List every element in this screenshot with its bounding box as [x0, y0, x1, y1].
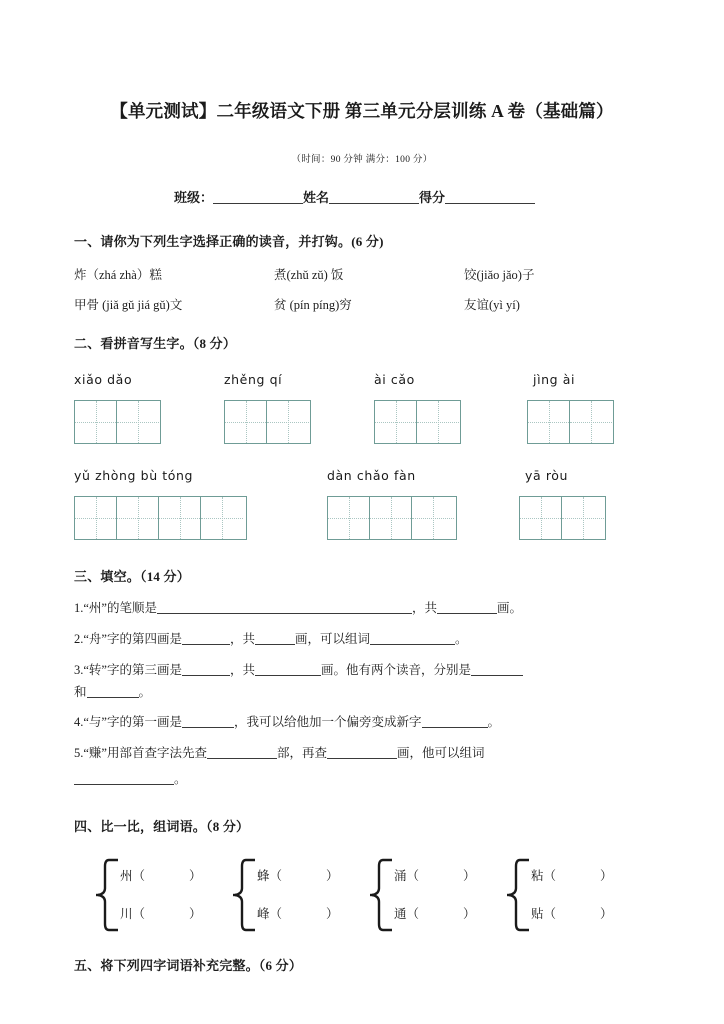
- character-label: 蜂（: [257, 869, 283, 884]
- character-pair: [120, 857, 202, 933]
- fill-blank-question-5-cont: [74, 773, 650, 787]
- grid-cell[interactable]: [328, 497, 370, 539]
- answer-blank[interactable]: [255, 644, 295, 645]
- page-title: 【单元测试】二年级语文下册 第三单元分层训练 A 卷（基础篇）: [110, 101, 614, 121]
- pinyin-choice-item[interactable]: 甲骨 (jiǎ gǔ jiá gǔ)文: [74, 298, 183, 312]
- section-four-heading: 四、比一比，组词语。（8 分）: [74, 819, 250, 835]
- grid-cell[interactable]: [75, 401, 117, 443]
- character-bottom-line[interactable]: [257, 895, 339, 933]
- grid-cell[interactable]: [370, 497, 412, 539]
- write-character-block: [519, 372, 649, 444]
- tianzige-grid[interactable]: [224, 400, 311, 444]
- character-top-line[interactable]: [394, 857, 476, 895]
- fill-blank-question-5: [74, 747, 650, 761]
- character-label: 粘（: [531, 869, 557, 884]
- question-text: 1.“州”的笔顺是: [74, 601, 157, 615]
- question-text: ，共: [229, 662, 255, 677]
- section-five-heading: 五、将下列四字词语补充完整。（6 分）: [74, 958, 303, 974]
- question-text: 画，他可以组词: [397, 745, 485, 760]
- paren-close: ）: [463, 869, 476, 884]
- brace-group: [96, 857, 233, 933]
- section-one-heading: 一、请你为下列生字选择正确的读音，并打钩。(6 分): [74, 234, 384, 249]
- grid-cell[interactable]: [225, 401, 267, 443]
- pinyin-label: zhěng qí: [224, 372, 283, 387]
- answer-blank[interactable]: [157, 613, 412, 614]
- write-character-block: [519, 468, 649, 540]
- question-text: 5.“赚”用部首查字法先查: [74, 745, 207, 760]
- brace-group: [233, 857, 370, 933]
- grid-cell[interactable]: [159, 497, 201, 539]
- score-label: 得分: [419, 190, 446, 205]
- grid-cell[interactable]: [117, 497, 159, 539]
- pinyin-choice-item[interactable]: 友谊(yì yí): [464, 298, 520, 312]
- tianzige-grid[interactable]: [519, 496, 606, 540]
- grid-cell[interactable]: [267, 401, 309, 443]
- grid-row-1: [74, 372, 650, 444]
- grid-cell[interactable]: [375, 401, 417, 443]
- tianzige-grid[interactable]: [527, 400, 614, 444]
- character-top-line[interactable]: [257, 857, 339, 895]
- character-top-line[interactable]: [531, 857, 613, 895]
- character-label: 峰（: [257, 907, 283, 922]
- fill-blank-question-1: [74, 602, 650, 616]
- character-bottom-line[interactable]: [531, 895, 613, 933]
- tianzige-grid[interactable]: [374, 400, 461, 444]
- pinyin-choice-item[interactable]: 饺(jiǎo jǎo)子: [464, 268, 535, 282]
- paren-close: ）: [326, 869, 339, 884]
- character-pair: [257, 857, 339, 933]
- answer-blank[interactable]: [207, 758, 277, 759]
- character-label: 涌（: [394, 869, 420, 884]
- answer-blank[interactable]: [437, 613, 497, 614]
- character-pair: [394, 857, 476, 933]
- question-text: 画。他有两个读音，分别是: [321, 662, 472, 677]
- answer-blank[interactable]: [182, 675, 230, 676]
- grid-cell[interactable]: [117, 401, 159, 443]
- class-label: 班级：: [174, 190, 214, 205]
- curly-brace-icon: [370, 857, 392, 933]
- curly-brace-icon: [233, 857, 255, 933]
- name-label: 姓名: [303, 190, 330, 205]
- character-top-line[interactable]: [120, 857, 202, 895]
- character-pair: [531, 857, 613, 933]
- grid-cell[interactable]: [412, 497, 454, 539]
- tianzige-grid[interactable]: [327, 496, 457, 540]
- write-character-block: [74, 372, 224, 444]
- write-character-block: [327, 468, 519, 540]
- character-label: 贴（: [531, 907, 557, 922]
- paren-close: ）: [600, 907, 613, 922]
- character-label: 州（: [120, 869, 146, 884]
- question-text: 部，再查: [276, 745, 327, 760]
- answer-blank[interactable]: [327, 758, 397, 759]
- answer-blank[interactable]: [255, 675, 321, 676]
- fill-blank-question-2: [74, 633, 650, 647]
- write-character-block: [224, 372, 374, 444]
- question-text: 。: [174, 771, 187, 786]
- score-blank[interactable]: [445, 203, 535, 204]
- section-one-row-2: [74, 295, 650, 313]
- pinyin-label: yā ròu: [525, 468, 569, 483]
- grid-cell[interactable]: [562, 497, 604, 539]
- answer-blank[interactable]: [182, 727, 234, 728]
- tianzige-grid[interactable]: [74, 400, 161, 444]
- paren-close: ）: [189, 869, 202, 884]
- question-text: 。: [455, 631, 468, 646]
- paren-close: ）: [326, 907, 339, 922]
- answer-blank[interactable]: [370, 644, 455, 645]
- section-three-heading: 三、填空。（14 分）: [74, 569, 190, 584]
- section-one-row-1: [74, 265, 650, 283]
- grid-cell[interactable]: [201, 497, 243, 539]
- answer-blank[interactable]: [422, 727, 488, 728]
- question-text: ，共: [229, 631, 255, 646]
- curly-brace-icon: [96, 857, 118, 933]
- answer-blank[interactable]: [87, 697, 139, 698]
- brace-group: [507, 857, 644, 933]
- grid-cell[interactable]: [520, 497, 562, 539]
- character-bottom-line[interactable]: [394, 895, 476, 933]
- exam-meta: （时间：90 分钟 满分：100 分）: [291, 155, 433, 165]
- question-text: 和: [74, 685, 87, 700]
- write-character-block: [74, 468, 327, 540]
- name-blank[interactable]: [329, 203, 419, 204]
- student-id-line: [74, 165, 650, 206]
- brace-group: [370, 857, 507, 933]
- paren-close: ）: [463, 907, 476, 922]
- pinyin-choice-item[interactable]: 贫 (pín píng)穷: [274, 298, 352, 312]
- question-text: 画。: [497, 601, 523, 615]
- question-text: 画，可以组词: [295, 631, 371, 646]
- pinyin-label: xiǎo dǎo: [74, 372, 133, 387]
- pinyin-label: dàn chǎo fàn: [327, 468, 416, 483]
- grid-cell[interactable]: [417, 401, 459, 443]
- pinyin-label: jìng ài: [533, 372, 576, 387]
- question-text: ，共: [411, 601, 437, 615]
- question-text: 。: [138, 685, 152, 700]
- answer-blank[interactable]: [74, 784, 174, 785]
- answer-blank[interactable]: [182, 644, 230, 645]
- character-bottom-line[interactable]: [120, 895, 202, 933]
- question-text: 3.“转”字的第三画是: [74, 662, 182, 677]
- character-label: 通（: [394, 907, 420, 922]
- tianzige-grid[interactable]: [74, 496, 247, 540]
- answer-blank[interactable]: [471, 675, 523, 676]
- fill-blank-question-3: [74, 664, 650, 678]
- question-text: 。: [487, 715, 501, 729]
- grid-cell[interactable]: [570, 401, 612, 443]
- pinyin-choice-item[interactable]: 炸（zhá zhà）糕: [74, 268, 162, 282]
- grid-row-2: [74, 468, 650, 540]
- grid-cell[interactable]: [75, 497, 117, 539]
- question-text: ，我可以给他加一个偏旁变成新字: [233, 715, 422, 729]
- fill-blank-question-3-cont: [74, 686, 650, 700]
- class-blank[interactable]: [213, 203, 303, 204]
- fill-blank-question-4: [74, 716, 650, 730]
- paren-close: ）: [600, 869, 613, 884]
- question-text: 4.“与”字的第一画是: [74, 715, 182, 729]
- curly-brace-icon: [507, 857, 529, 933]
- character-label: 川（: [120, 907, 146, 922]
- pinyin-choice-item[interactable]: 煮(zhǔ zǔ) 饭: [274, 268, 344, 282]
- pinyin-label: yǔ zhòng bù tóng: [74, 468, 194, 483]
- grid-cell[interactable]: [528, 401, 570, 443]
- write-character-block: [374, 372, 519, 444]
- question-text: 2.“舟”字的第四画是: [74, 631, 182, 646]
- paren-close: ）: [189, 907, 202, 922]
- pinyin-label: ài cǎo: [374, 372, 415, 387]
- compare-characters-row: [74, 857, 650, 933]
- section-two-heading: 二、看拼音写生字。（8 分）: [74, 336, 237, 351]
